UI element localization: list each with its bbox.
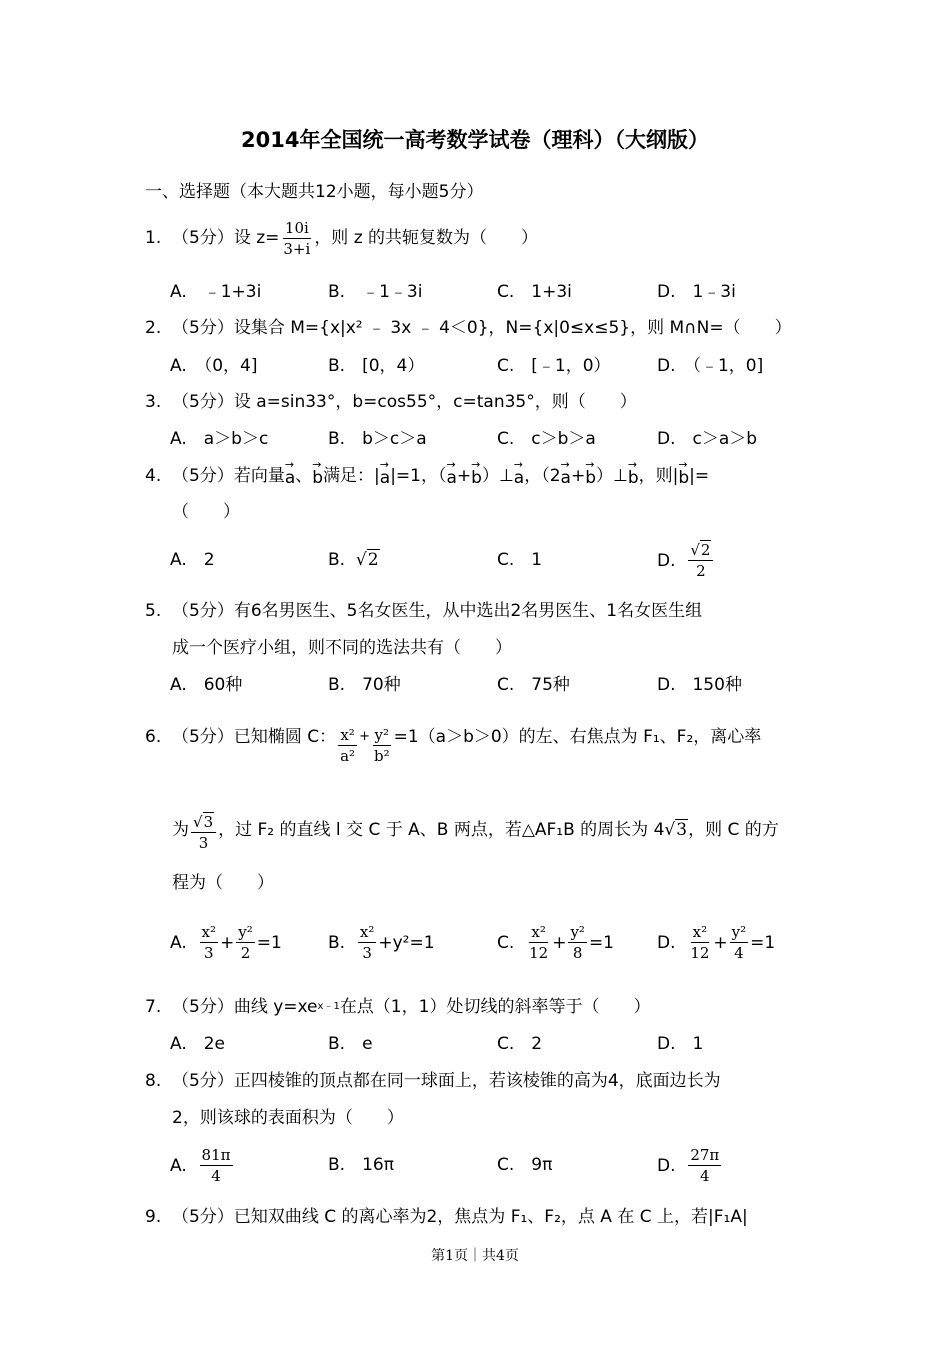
fraction — [200, 1145, 233, 1186]
question-number: 5. — [145, 601, 162, 621]
vector-b: → b — [585, 462, 596, 490]
option-d: D. 1 — [657, 1034, 704, 1054]
vector-b: → b — [678, 462, 689, 490]
option-b: B. 70种 — [328, 675, 401, 695]
equals-one: =1 — [588, 932, 614, 953]
question-number: 9. — [145, 1207, 162, 1227]
numerator: 27π — [690, 1146, 720, 1164]
option-label: D. — [657, 932, 676, 953]
stem-text: |= — [689, 466, 710, 486]
option-c: C. 2 — [497, 1034, 543, 1054]
option-c — [497, 922, 614, 963]
fraction — [568, 922, 587, 963]
question-number: 3. — [145, 392, 162, 412]
numerator: x² — [359, 923, 375, 941]
option-c: C. [﹣1，0） — [497, 356, 611, 376]
vector-a: → a — [561, 462, 571, 490]
stem-text: ，过 F₂ 的直线 l 交 C 于 A、B 两点，若△AF₁B 的周长为 4 — [218, 820, 665, 840]
option-a: A. a＞b＞c — [170, 429, 269, 449]
denominator: 3+i — [283, 239, 311, 258]
answer-blank: （ ） — [172, 502, 240, 522]
stem-text: （5分）设 z= — [172, 228, 280, 248]
option-c: C. 9π — [497, 1155, 553, 1175]
denominator: 2 — [696, 562, 706, 580]
numerator: x² — [201, 923, 217, 941]
option-a: A. （0，4] — [170, 356, 258, 376]
plus-sign: + — [220, 932, 235, 953]
question-stem-line3: 程为（ ） — [172, 873, 274, 893]
question-stem-cont: 2，则该球的表面积为（ ） — [172, 1108, 404, 1128]
stem-text: 、 — [295, 466, 313, 486]
question-stem-cont: 成一个医疗小组，则不同的选法共有（ ） — [172, 638, 512, 658]
option-d: D. c＞a＞b — [657, 429, 758, 449]
denominator: a² — [340, 747, 356, 765]
radicand: 2 — [700, 541, 711, 559]
option-c: C. 1+3i — [497, 282, 572, 302]
equals-one: =1 — [256, 932, 282, 953]
question-number: 8. — [145, 1071, 162, 1091]
fraction — [338, 725, 357, 766]
option-a — [170, 922, 282, 963]
option-d: D. （﹣1，0] — [657, 356, 764, 376]
stem-text: ，则 C 的方 — [688, 820, 779, 840]
page-title: 2014年全国统一高考数学试卷（理科）（大纲版） — [241, 128, 709, 152]
option-b — [328, 922, 435, 963]
option-c: C. 1 — [497, 550, 543, 570]
denominator: 4 — [700, 1167, 710, 1185]
option-b: B. ﹣1﹣3i — [328, 282, 423, 302]
equals-one: =1 — [750, 932, 776, 953]
numerator: √2 — [688, 540, 713, 561]
question-number: 4. — [145, 466, 162, 486]
fraction — [688, 922, 711, 963]
question-stem — [172, 464, 709, 488]
option-d: D. 150种 — [657, 675, 742, 695]
option-label: B. — [328, 550, 346, 570]
fraction — [730, 922, 749, 963]
question-number: 7. — [145, 997, 162, 1017]
numerator: x² — [340, 726, 355, 744]
denominator: 12 — [690, 944, 710, 962]
denominator: 3 — [198, 834, 209, 852]
numerator: x² — [531, 923, 546, 941]
plus-sign: + — [456, 466, 472, 486]
option-a: A. 2 — [170, 550, 215, 570]
question-stem — [172, 725, 761, 773]
vector-b: → b — [628, 462, 639, 490]
option-b: B. e — [328, 1034, 373, 1054]
option-a — [170, 1145, 235, 1186]
stem-text: ，则| — [638, 466, 679, 486]
option-b: B. [0，4） — [328, 356, 425, 376]
question-stem — [172, 218, 539, 258]
option-d — [657, 922, 775, 963]
stem-text: （5分）若向量 — [172, 466, 285, 486]
stem-text: （5分）曲线 y=xe — [172, 997, 318, 1017]
denominator: 2 — [240, 944, 251, 962]
plus-sign: + — [713, 932, 728, 953]
option-d — [657, 1145, 723, 1186]
question-stem: （5分）有6名男医生、5名女医生，从中选出2名男医生、1名女医生组 — [172, 601, 703, 621]
denominator: 4 — [734, 944, 744, 962]
option-label: B. — [328, 932, 346, 953]
vector-a: → a — [380, 462, 390, 490]
plus-sign: + — [552, 932, 567, 953]
denominator: 8 — [572, 944, 583, 962]
fraction — [372, 725, 392, 766]
equals-one: +y²=1 — [378, 932, 435, 953]
option-label: A. — [170, 1155, 187, 1176]
vector-a: → a — [447, 462, 457, 490]
fraction — [688, 540, 713, 581]
vector-a: → a — [285, 462, 295, 490]
question-stem: （5分）设集合 M={x|x² ﹣ 3x ﹣ 4＜0}，N={x|0≤x≤5}，则 M∩N=（ ） — [172, 318, 792, 338]
numerator: 81π — [201, 1146, 231, 1164]
stem-text: |=1，（ — [390, 466, 447, 486]
fraction — [200, 922, 218, 963]
fraction — [527, 922, 550, 963]
option-c: C. 75种 — [497, 675, 570, 695]
fraction — [358, 922, 376, 963]
stem-text: ）⊥ — [596, 466, 628, 486]
denominator: 3 — [362, 944, 372, 962]
question-stem-line2 — [172, 812, 779, 856]
question-stem: （5分）设 a=sin33°，b=cos55°，c=tan35°，则（ ） — [172, 392, 637, 412]
numerator: y² — [570, 923, 585, 941]
numerator: x² — [692, 923, 708, 941]
option-label: D. — [657, 550, 676, 571]
numerator: y² — [238, 923, 253, 941]
vector-b: → b — [312, 462, 323, 490]
stem-text: 满足：| — [323, 466, 380, 486]
numerator: 10i — [284, 218, 309, 237]
question-stem: （5分）正四棱锥的顶点都在同一球面上，若该棱锥的高为4，底面边长为 — [172, 1071, 721, 1091]
option-label: D. — [657, 1155, 676, 1176]
option-b: B. b＞c＞a — [328, 429, 427, 449]
option-label: C. — [497, 932, 515, 953]
option-b: B. 16π — [328, 1155, 394, 1175]
denominator: b² — [373, 747, 390, 765]
fraction — [688, 1145, 721, 1186]
denominator: 3 — [204, 944, 214, 962]
option-a: A. 2e — [170, 1034, 226, 1054]
denominator: 12 — [529, 944, 549, 962]
question-number: 2. — [145, 318, 162, 338]
stem-text: ）⊥ — [481, 466, 514, 486]
option-label: A. — [170, 932, 187, 953]
option-a: A. ﹣1+3i — [170, 282, 262, 302]
denominator: 4 — [211, 1167, 221, 1185]
fraction — [236, 922, 255, 963]
option-d — [657, 540, 715, 581]
numerator: y² — [731, 923, 747, 941]
sqrt: √2 — [355, 550, 379, 570]
question-number: 6. — [145, 727, 162, 747]
fraction — [191, 812, 216, 853]
question-stem — [172, 995, 650, 1019]
stem-text: 为 — [172, 820, 189, 840]
option-a: A. 60种 — [170, 675, 243, 695]
option-d: D. 1﹣3i — [657, 282, 736, 302]
numerator: y² — [374, 726, 390, 744]
vector-a: → a — [514, 462, 524, 490]
stem-text: （5分）已知椭圆 C： — [172, 727, 337, 747]
stem-text: ，则 z 的共轭复数为（ ） — [314, 228, 539, 248]
stem-text: 在点（1，1）处切线的斜率等于（ ） — [339, 997, 651, 1017]
plus-sign: + — [359, 729, 370, 744]
section-heading: 一、选择题（本大题共12小题，每小题5分） — [145, 182, 484, 202]
option-b — [328, 548, 380, 572]
option-c: C. c＞b＞a — [497, 429, 596, 449]
plus-sign: + — [570, 466, 586, 486]
stem-text: ，（2 — [524, 466, 561, 486]
numerator: √3 — [191, 812, 216, 833]
exponent: x﹣1 — [317, 1001, 340, 1012]
radicand: 2 — [367, 550, 379, 570]
question-stem: （5分）已知双曲线 C 的离心率为2，焦点为 F₁、F₂，点 A 在 C 上，若|F₁A| — [172, 1207, 748, 1227]
fraction — [281, 218, 312, 259]
sqrt: √3 — [664, 820, 688, 840]
radicand: 3 — [203, 813, 214, 831]
question-number: 1. — [145, 228, 162, 248]
stem-text: =1（a＞b＞0）的左、右焦点为 F₁、F₂，离心率 — [393, 727, 762, 747]
page-footer: 第1页｜共4页 — [431, 1248, 519, 1264]
vector-b: → b — [471, 462, 482, 490]
radicand: 3 — [676, 820, 688, 840]
